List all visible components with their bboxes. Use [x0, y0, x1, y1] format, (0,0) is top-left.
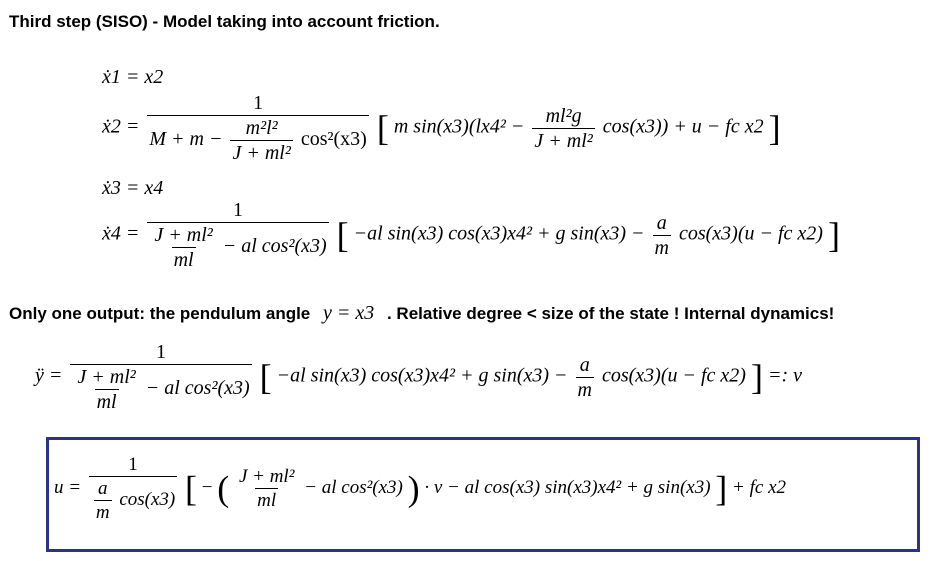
equation-x3-dot: ẋ3 = x4 [102, 177, 164, 199]
section-heading-third-step: Third step (SISO) - Model taking into account friction. [9, 12, 440, 31]
right-bracket: ] [750, 357, 763, 397]
eq4-rhs-frac-den: m [654, 236, 669, 259]
equation-x4-dot [102, 200, 840, 270]
eq5-denominator [70, 364, 251, 412]
eq4-den-frac-den: ml [173, 249, 194, 271]
eq5-main-fraction [70, 342, 251, 412]
eq6-den-fraction [94, 479, 112, 522]
eq4-den-b: − al cos²(x3) [222, 235, 327, 258]
eq4-den-fraction [152, 225, 214, 270]
section-heading-one-output [9, 302, 834, 325]
eq5-numerator: 1 [156, 341, 167, 363]
eq2-den-a: M + m − [149, 128, 223, 151]
eq5-rhs-frac-den: m [577, 378, 592, 401]
eq6-inner-fraction [237, 467, 296, 510]
eq4-rhs-a: −al sin(x3) cos(x3)x4² + g sin(x3) − [353, 222, 645, 245]
eq4-rhs-fraction [653, 213, 671, 258]
heading2-left: Only one output: the pendulum angle [9, 304, 311, 323]
eq4-rhs-b: cos(x3)(u − fc x2) [678, 222, 823, 245]
left-bracket: [ [376, 108, 389, 148]
left-bracket: [ [336, 215, 349, 255]
eq6-inner-frac-den: ml [257, 490, 277, 511]
eq6-den-b: cos(x3) [119, 488, 176, 510]
eq5-rhs-fraction [576, 355, 594, 400]
eq6-inner-frac-num: J + ml² [238, 466, 295, 487]
left-bracket: [ [259, 357, 272, 397]
eq2-den-fraction [230, 118, 292, 163]
equation-y-ddot [35, 342, 802, 412]
eq5-den-frac-den: ml [96, 391, 117, 413]
eq2-denominator [147, 115, 368, 163]
eq6-inner-minus: − [201, 476, 213, 498]
left-paren: ( [217, 468, 230, 509]
eq5-den-b: − al cos²(x3) [145, 377, 250, 400]
eq2-rhs-a: m sin(x3)(lx4² − [393, 115, 525, 138]
eq4-numerator: 1 [233, 199, 244, 221]
eq5-rhs-frac-num: a [579, 353, 590, 376]
eq6-den-frac-num: a [97, 478, 108, 499]
right-bracket: ] [715, 468, 728, 509]
eq4-lhs: ẋ4 = [102, 222, 140, 245]
eq2-den-b: cos²(x3) [300, 128, 367, 151]
eq2-rhs-frac-num: ml²g [545, 104, 582, 127]
eq5-den-frac-num: J + ml² [77, 366, 136, 388]
eq5-lhs: ÿ = [35, 364, 63, 387]
eq6-inner-b: − al cos²(x3) [304, 476, 403, 498]
equation-x1-dot: ẋ1 = x2 [102, 66, 164, 88]
eq4-rhs-frac-num: a [656, 211, 667, 234]
heading2-right: . Relative degree < size of the state ! Internal dynamics! [386, 304, 835, 323]
eq2-numerator: 1 [253, 92, 264, 114]
eq6-tail: + fc x2 [732, 476, 787, 498]
right-paren: ) [407, 468, 420, 509]
heading2-output-eq: y = x3 [323, 302, 375, 324]
right-bracket: ] [768, 108, 781, 148]
eq5-tail: =: v [767, 364, 802, 387]
eq2-rhs-fraction [532, 106, 594, 151]
equation-control-law [54, 455, 786, 522]
eq5-den-fraction [75, 367, 137, 412]
left-bracket: [ [184, 468, 197, 509]
eq6-lhs: u = [54, 476, 82, 498]
eq2-main-fraction [147, 93, 368, 163]
eq6-den-frac-den: m [95, 502, 110, 523]
eq5-rhs-b: cos(x3)(u − fc x2) [601, 364, 746, 387]
eq2-rhs-b: cos(x3)) + u − fc x2 [602, 115, 764, 138]
eq2-rhs-frac-den: J + ml² [534, 129, 593, 152]
right-bracket: ] [827, 215, 840, 255]
eq4-main-fraction [147, 200, 328, 270]
eq6-rhs: · v − al cos(x3) sin(x3)x4² + g sin(x3) [424, 476, 711, 498]
eq2-lhs: ẋ2 = [102, 115, 140, 138]
equation-x2-dot [102, 93, 781, 163]
eq2-den-frac-den: J + ml² [232, 142, 291, 164]
eq5-rhs-a: −al sin(x3) cos(x3)x4² + g sin(x3) − [276, 364, 568, 387]
eq6-main-fraction [89, 455, 177, 522]
eq2-den-frac-num: m²l² [245, 117, 278, 139]
eq4-denominator [147, 222, 328, 270]
eq4-den-frac-num: J + ml² [154, 224, 213, 246]
eq6-numerator: 1 [128, 454, 138, 475]
eq6-denominator [89, 476, 177, 522]
